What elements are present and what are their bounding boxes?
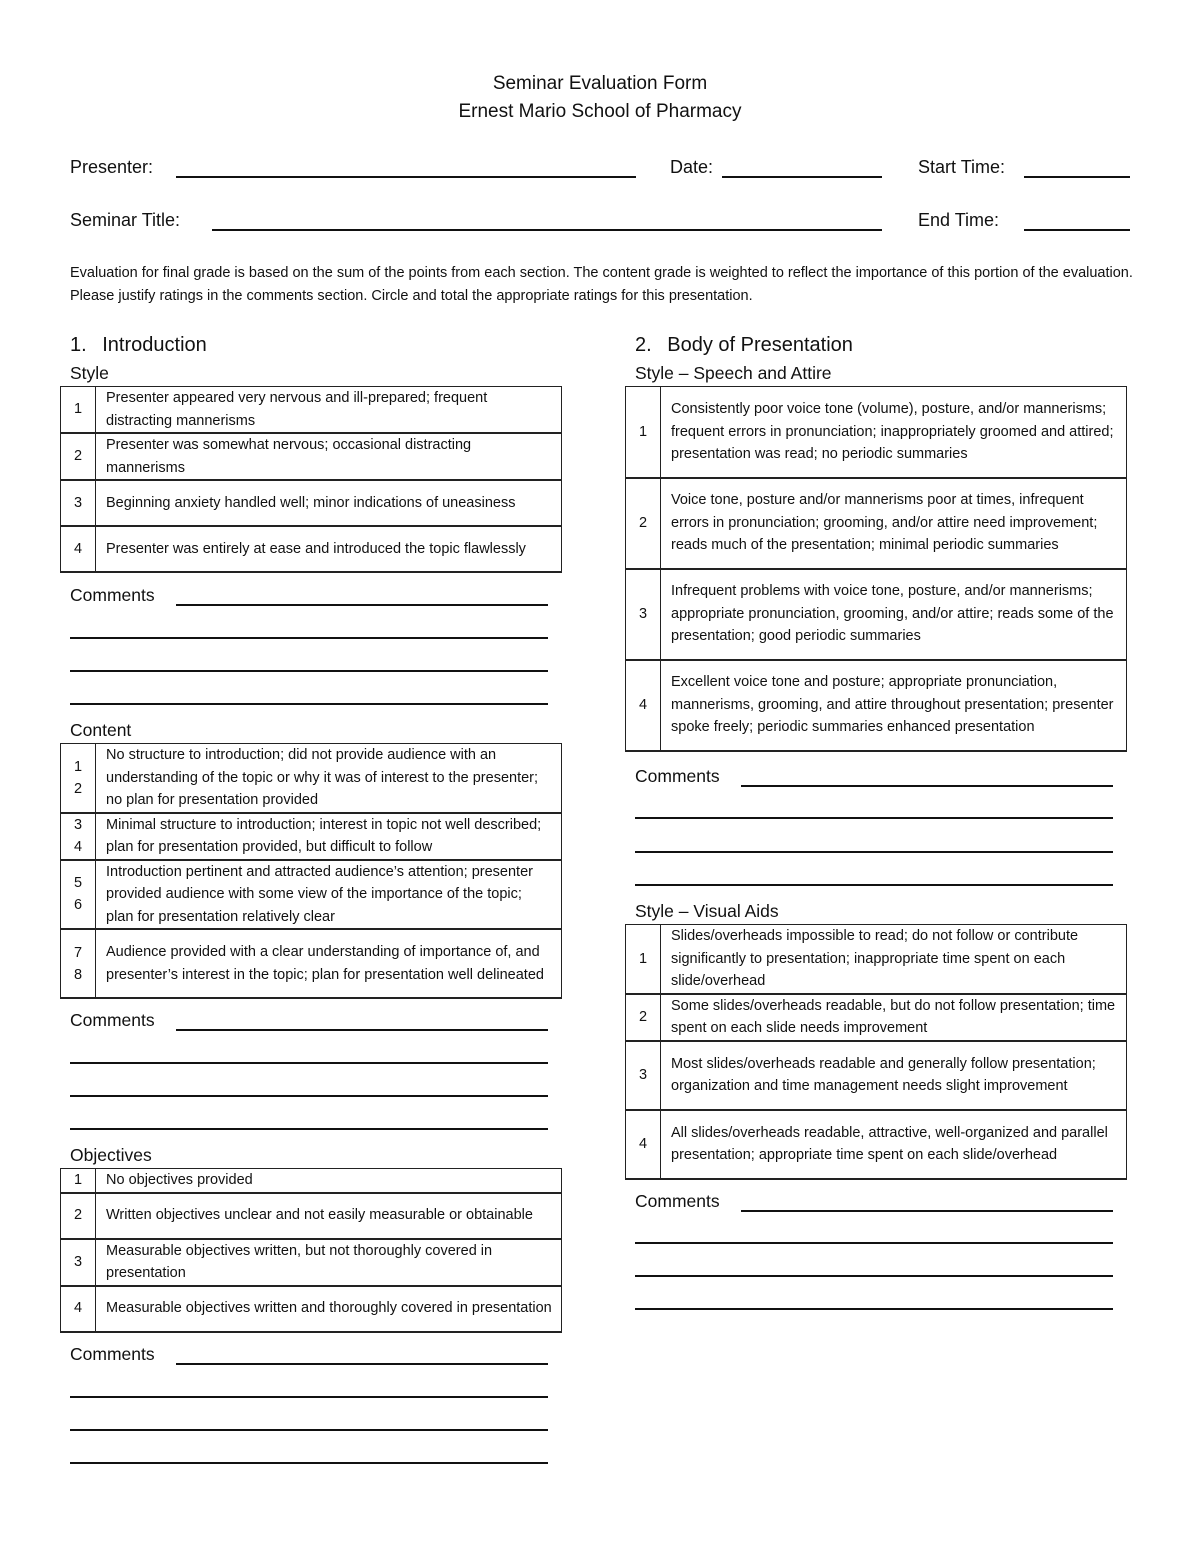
comments-line[interactable]	[70, 1462, 548, 1464]
presenter-label: Presenter:	[70, 157, 154, 177]
rating-description: Minimal structure to introduction; interest in topic not well described; plan for presentation provided, but difficult to follow	[96, 813, 562, 860]
rating-row[interactable]	[626, 478, 1127, 569]
rating-description: Slides/overheads impossible to read; do not follow or contribute significantly to presentation; inappropriate time spent on each slide/overhead	[661, 925, 1127, 994]
comments-label: Comments	[635, 1191, 720, 1211]
intro-content-table	[60, 743, 562, 999]
comments-line[interactable]	[70, 637, 548, 639]
rating-description: Presenter was entirely at ease and introduced the topic flawlessly	[96, 526, 562, 572]
visual-style-title: Style – Visual Aids	[635, 901, 779, 921]
rating-score[interactable]: 4	[61, 526, 96, 572]
rating-row[interactable]	[626, 569, 1127, 660]
school-name: Ernest Mario School of Pharmacy	[458, 101, 742, 122]
comments-label: Comments	[70, 1010, 155, 1030]
section2-heading	[635, 334, 853, 357]
form-title: Seminar Evaluation Form	[492, 73, 708, 94]
rating-description: Measurable objectives written, but not thoroughly covered in presentation	[96, 1239, 562, 1286]
rating-description: Written objectives unclear and not easily measurable or obtainable	[96, 1193, 562, 1239]
comments-line[interactable]	[741, 785, 1113, 787]
speech-style-table	[625, 386, 1127, 752]
rating-row[interactable]	[626, 925, 1127, 994]
rating-score[interactable]: 5 6	[61, 860, 96, 930]
section1-number: 1.	[70, 334, 87, 356]
rating-row[interactable]	[626, 994, 1127, 1041]
rating-score[interactable]: 2	[626, 478, 661, 569]
seminar-title-label: Seminar Title:	[70, 210, 181, 230]
rating-description: Consistently poor voice tone (volume), posture, and/or mannerisms; frequent errors in pronunciation; inappropriately groomed and attired; presentation was read; no periodic summaries	[661, 387, 1127, 478]
rating-row[interactable]	[61, 480, 562, 526]
section1-heading	[70, 334, 207, 357]
rating-row[interactable]	[61, 744, 562, 813]
rating-score[interactable]: 3	[61, 1239, 96, 1286]
rating-row[interactable]	[61, 1239, 562, 1286]
comments-line[interactable]	[70, 1095, 548, 1097]
comments-line[interactable]	[635, 817, 1113, 819]
comments-line[interactable]	[70, 1128, 548, 1130]
rating-description: Some slides/overheads readable, but do not follow presentation; time spent on each slide needs improvement	[661, 994, 1127, 1041]
rating-description: Introduction pertinent and attracted audience’s attention; presenter provided audience with some view of the importance of the topic; plan for presentation relatively clear	[96, 860, 562, 930]
rating-description: No objectives provided	[96, 1169, 562, 1193]
comments-line[interactable]	[70, 1396, 548, 1398]
rating-row[interactable]	[626, 1041, 1127, 1110]
comments-line[interactable]	[635, 1242, 1113, 1244]
seminar-title-field[interactable]	[212, 229, 882, 231]
rating-row[interactable]	[626, 1110, 1127, 1179]
rating-score[interactable]: 3	[61, 480, 96, 526]
end-time-field[interactable]	[1024, 229, 1130, 231]
rating-description: Measurable objectives written and thoroughly covered in presentation	[96, 1286, 562, 1332]
comments-line[interactable]	[635, 884, 1113, 886]
rating-row[interactable]	[626, 660, 1127, 751]
rating-row[interactable]	[61, 860, 562, 930]
rating-score[interactable]: 4	[61, 1286, 96, 1332]
rating-row[interactable]	[61, 1169, 562, 1193]
rating-score[interactable]: 3 4	[61, 813, 96, 860]
rating-description: Voice tone, posture and/or mannerisms poor at times, infrequent errors in pronunciation; grooming, and/or attire need improvement; reads much of the presentation; minimal periodic summaries	[661, 478, 1127, 569]
rating-row[interactable]	[61, 387, 562, 434]
comments-line[interactable]	[70, 1062, 548, 1064]
intro-objectives-title: Objectives	[70, 1145, 152, 1165]
comments-line[interactable]	[70, 1429, 548, 1431]
rating-score[interactable]: 1 2	[61, 744, 96, 813]
rating-row[interactable]	[61, 526, 562, 572]
comments-line[interactable]	[635, 1275, 1113, 1277]
rating-description: Audience provided with a clear understanding of importance of, and presenter’s interest in the topic; plan for presentation well delineated	[96, 929, 562, 998]
rating-description: Excellent voice tone and posture; appropriate pronunciation, mannerisms, grooming, and attire throughout presentation; presenter spoke freely; periodic summaries enhanced presentation	[661, 660, 1127, 751]
rating-score[interactable]: 4	[626, 1110, 661, 1179]
comments-line[interactable]	[635, 851, 1113, 853]
comments-label: Comments	[70, 1344, 155, 1364]
visual-style-table	[625, 924, 1127, 1180]
start-time-label: Start Time:	[918, 157, 1006, 177]
intro-style-title: Style	[70, 363, 109, 383]
rating-row[interactable]	[61, 433, 562, 480]
rating-score[interactable]: 1	[61, 387, 96, 434]
rating-score[interactable]: 3	[626, 1041, 661, 1110]
rating-description: Infrequent problems with voice tone, posture, and/or mannerisms; appropriate pronunciation, grooming, and/or attire; reads some of the presentation; good periodic summaries	[661, 569, 1127, 660]
rating-score[interactable]: 4	[626, 660, 661, 751]
rating-score[interactable]: 2	[61, 1193, 96, 1239]
start-time-field[interactable]	[1024, 176, 1130, 178]
rating-row[interactable]	[61, 1193, 562, 1239]
rating-score[interactable]: 2	[626, 994, 661, 1041]
comments-line[interactable]	[70, 670, 548, 672]
comments-line[interactable]	[176, 1029, 548, 1031]
speech-style-title: Style – Speech and Attire	[635, 363, 832, 383]
instructions: Evaluation for final grade is based on the sum of the points from each section. The content grade is weighted to reflect the importance of this portion of the evaluation. Please justify ratings in the comments section. Circle and total the appropriate ratings for this presentation.	[70, 265, 1133, 304]
rating-row[interactable]	[61, 1286, 562, 1332]
comments-line[interactable]	[176, 1363, 548, 1365]
rating-description: No structure to introduction; did not provide audience with an understanding of the topic or why it was of interest to the presenter; no plan for presentation provided	[96, 744, 562, 813]
comments-line[interactable]	[176, 604, 548, 606]
rating-description: Most slides/overheads readable and generally follow presentation; organization and time management needs slight improvement	[661, 1041, 1127, 1110]
comments-line[interactable]	[635, 1308, 1113, 1310]
comments-label: Comments	[70, 585, 155, 605]
date-label: Date:	[670, 157, 714, 177]
rating-score[interactable]: 1	[61, 1169, 96, 1193]
comments-line[interactable]	[70, 703, 548, 705]
intro-style-table	[60, 386, 562, 573]
comments-label: Comments	[635, 766, 720, 786]
rating-row[interactable]	[61, 813, 562, 860]
rating-description: Presenter was somewhat nervous; occasional distracting mannerisms	[96, 433, 562, 480]
rating-description: Beginning anxiety handled well; minor indications of uneasiness	[96, 480, 562, 526]
intro-content-title: Content	[70, 720, 132, 740]
rating-score[interactable]: 1	[626, 925, 661, 994]
intro-objectives-table	[60, 1168, 562, 1333]
section1-title: Introduction	[102, 334, 207, 356]
rating-row[interactable]	[626, 387, 1127, 478]
rating-score[interactable]: 3	[626, 569, 661, 660]
rating-score[interactable]: 1	[626, 387, 661, 478]
rating-description: Presenter appeared very nervous and ill-prepared; frequent distracting mannerisms	[96, 387, 562, 434]
presenter-field[interactable]	[176, 176, 636, 178]
rating-score[interactable]: 2	[61, 433, 96, 480]
end-time-label: End Time:	[918, 210, 1000, 230]
comments-line[interactable]	[741, 1210, 1113, 1212]
date-field[interactable]	[722, 176, 882, 178]
section2-number: 2.	[635, 334, 652, 356]
section2-title: Body of Presentation	[667, 334, 853, 356]
rating-row[interactable]	[61, 929, 562, 998]
rating-description: All slides/overheads readable, attractive, well-organized and parallel presentation; appropriate time spent on each slide/overhead	[661, 1110, 1127, 1179]
rating-score[interactable]: 7 8	[61, 929, 96, 998]
